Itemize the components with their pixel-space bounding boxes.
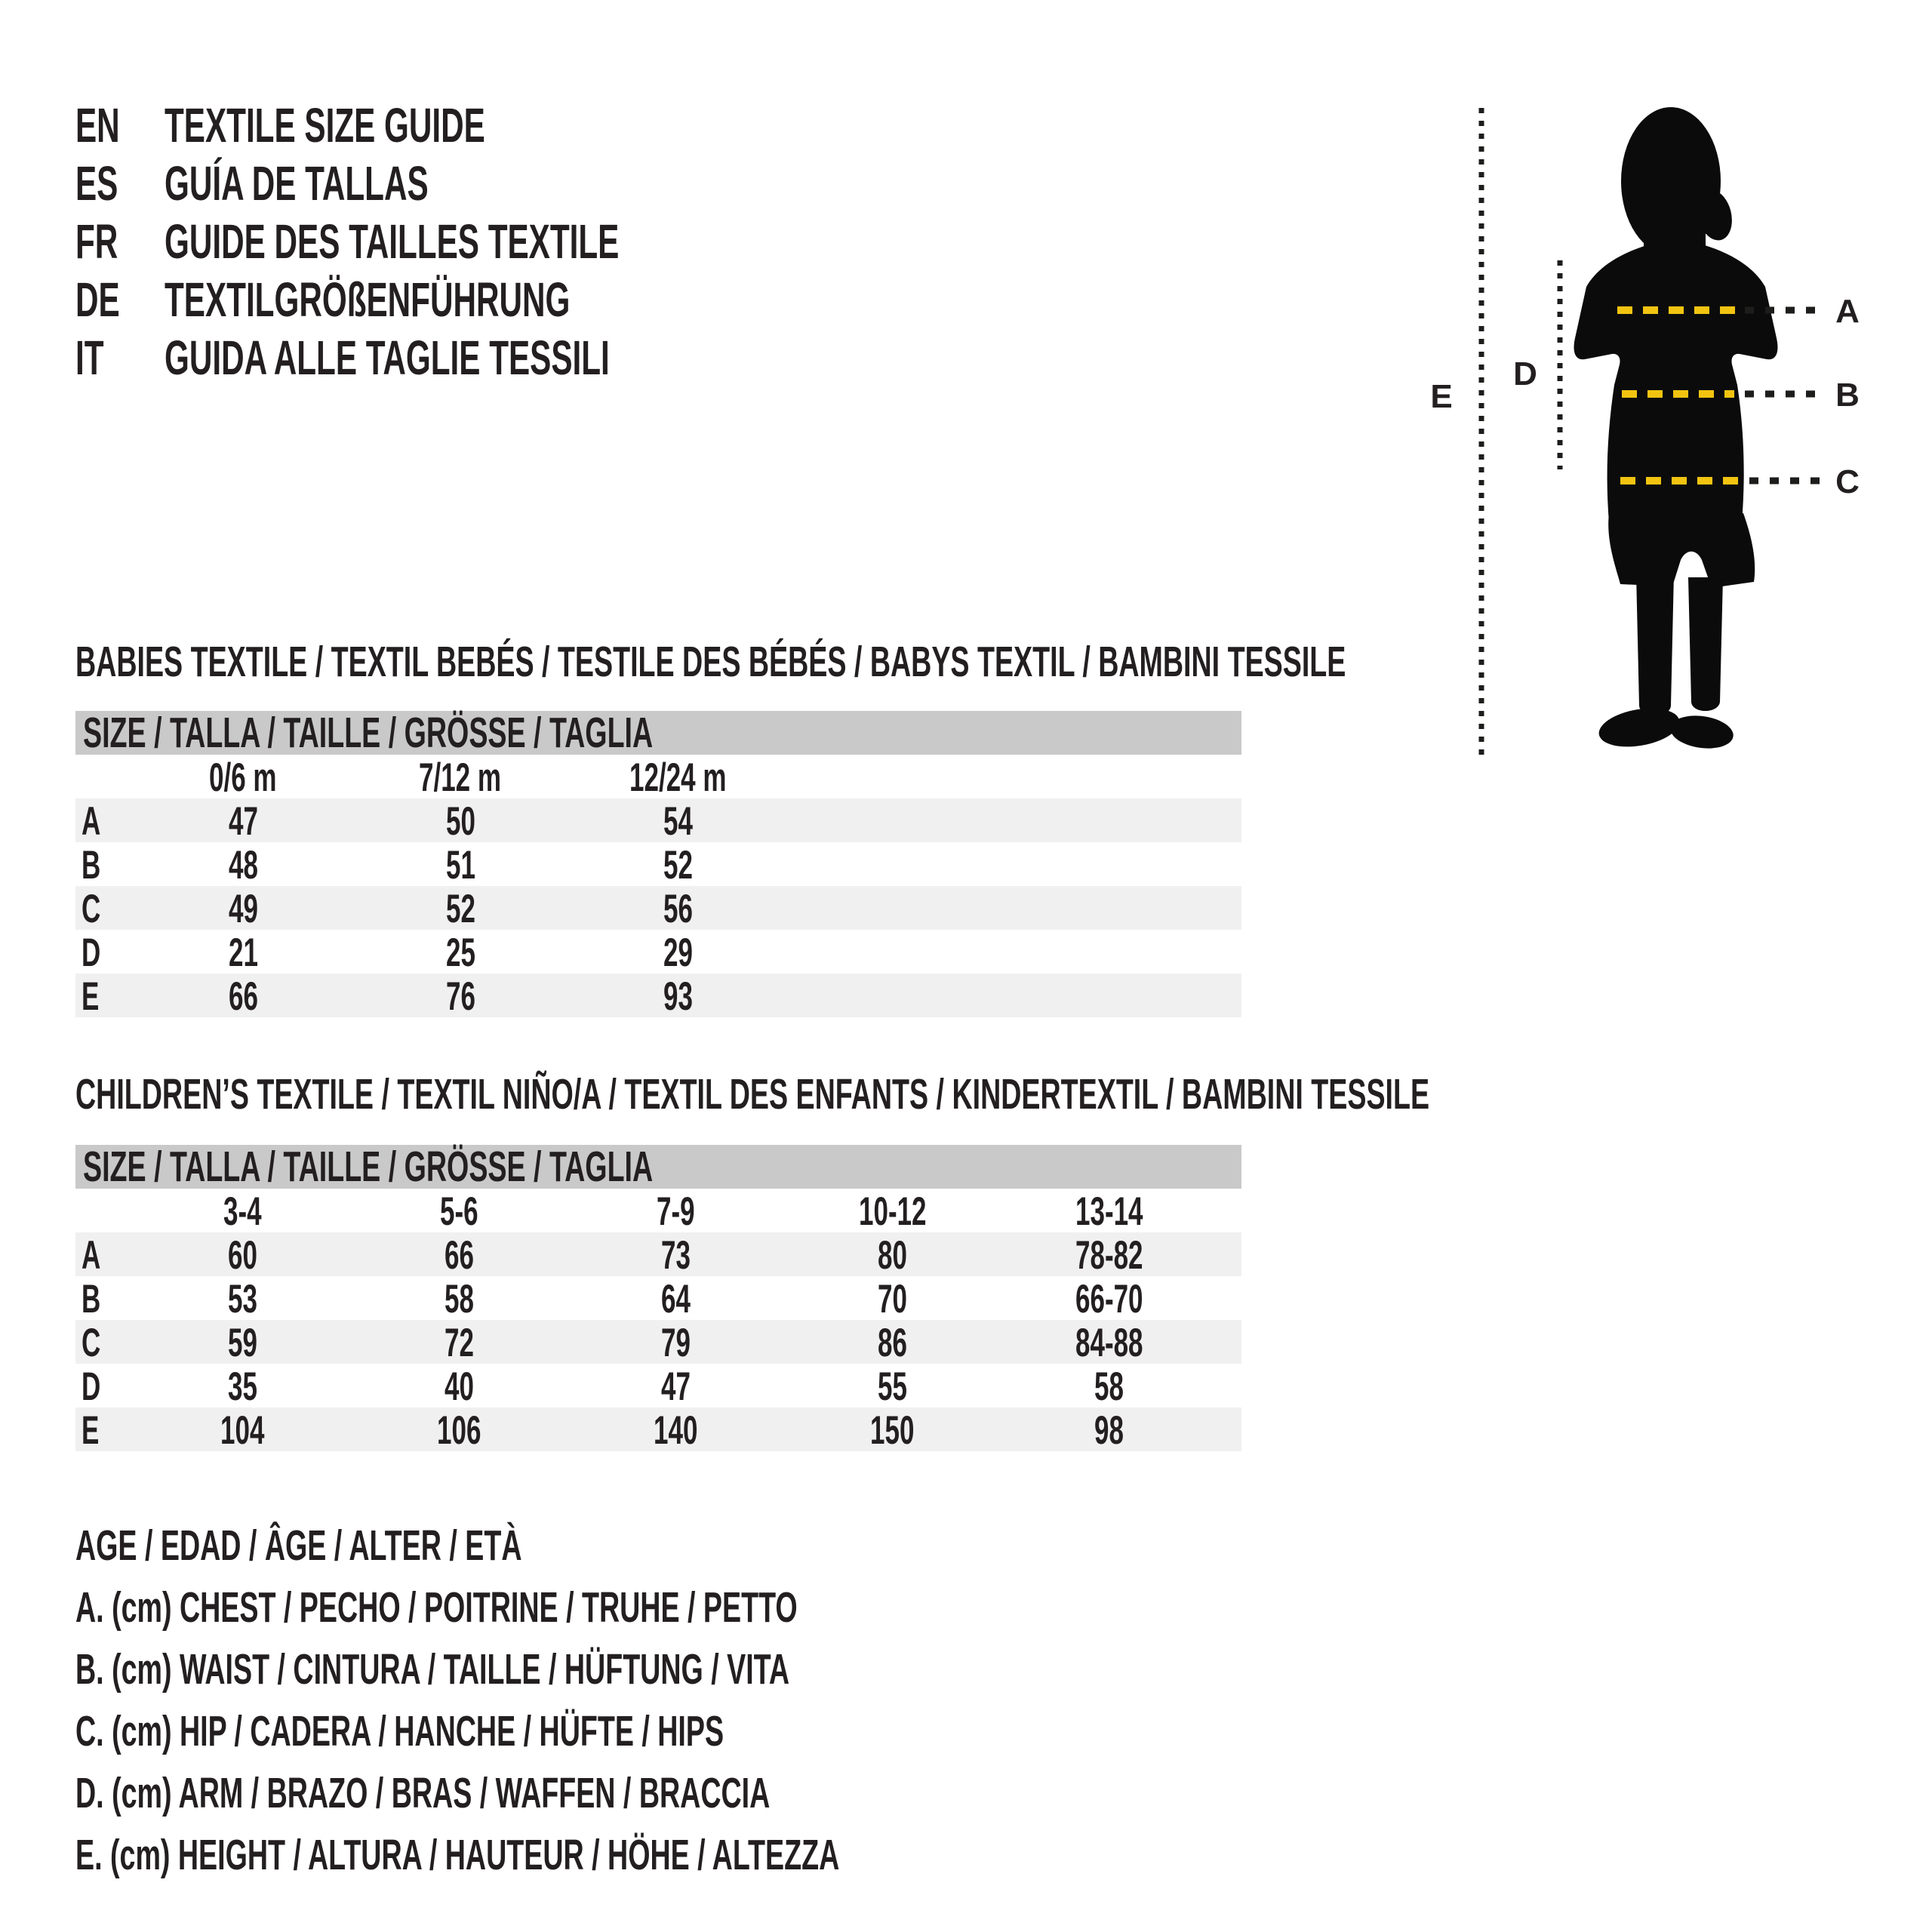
- column-header: 0/6 m: [209, 755, 277, 800]
- table-row: [75, 1232, 1241, 1276]
- language-row: [75, 328, 854, 386]
- cell: 72: [445, 1321, 474, 1365]
- cell: 56: [663, 887, 693, 931]
- language-title: GUIDE DES TAILLES TEXTILE: [165, 214, 620, 269]
- children-size-table: [75, 1145, 1241, 1451]
- cell: 150: [870, 1408, 915, 1453]
- legend-line-waist: B. (cm) WAIST / CINTURA / TAILLE / HÜFTUNG / VITA: [75, 1645, 790, 1694]
- column-header: 10-12: [858, 1189, 927, 1234]
- cell: 51: [445, 843, 475, 888]
- language-row: [75, 270, 854, 328]
- size-header-label: SIZE / TALLA / TAILLE / GRÖSSE / TAGLIA: [83, 709, 654, 757]
- cell: 140: [654, 1408, 698, 1453]
- babies-size-table: [75, 711, 1241, 1017]
- table-row: [75, 1276, 1241, 1320]
- language-title: GUÍA DE TALLAS: [165, 155, 429, 211]
- table-row: [75, 974, 1241, 1017]
- babies-size-header-bar: [75, 711, 1241, 755]
- language-code: EN: [75, 97, 120, 152]
- row-label: A: [82, 799, 101, 844]
- children-section-title: CHILDREN’S TEXTILE / TEXTIL NIÑO/A / TEXTIL DES ENFANTS / KINDERTEXTIL / BAMBINI TESSILE: [75, 1070, 1430, 1118]
- language-code: IT: [75, 330, 104, 385]
- column-header: 3-4: [223, 1189, 262, 1234]
- cell: 76: [445, 974, 475, 1019]
- cell: 50: [445, 799, 475, 844]
- cell: 93: [663, 974, 693, 1019]
- cell: 60: [228, 1233, 257, 1278]
- legend-line-height: E. (cm) HEIGHT / ALTURA / HAUTEUR / HÖHE / ALTEZZA: [75, 1831, 840, 1879]
- cell: 21: [228, 931, 258, 975]
- row-label: D: [82, 931, 101, 975]
- legend-line-hip: C. (cm) HIP / CADERA / HANCHE / HÜFTE / HIPS: [75, 1707, 724, 1755]
- cell: 58: [1094, 1364, 1124, 1409]
- cell: 66-70: [1075, 1277, 1143, 1321]
- row-label: A: [82, 1233, 101, 1278]
- legend-line-arm: D. (cm) ARM / BRAZO / BRAS / WAFFEN / BRACCIA: [75, 1769, 771, 1817]
- figure-label-b: B: [1835, 377, 1860, 414]
- figure-label-a: A: [1835, 293, 1860, 330]
- cell: 47: [228, 799, 258, 844]
- cell: 64: [661, 1277, 691, 1321]
- language-row: [75, 96, 854, 154]
- table-row: [75, 1320, 1241, 1364]
- language-title: GUIDA ALLE TAGLIE TESSILI: [165, 330, 610, 385]
- language-title-list: [75, 96, 854, 386]
- size-header-label: SIZE / TALLA / TAILLE / GRÖSSE / TAGLIA: [83, 1143, 654, 1191]
- table-row: [75, 1407, 1241, 1451]
- language-title: TEXTILGRÖßENFÜHRUNG: [165, 272, 571, 327]
- cell: 48: [228, 843, 258, 888]
- measurement-legend: [75, 1515, 1233, 1886]
- cell: 86: [878, 1321, 907, 1365]
- cell: 70: [878, 1277, 907, 1321]
- language-row: [75, 212, 854, 270]
- cell: 98: [1094, 1408, 1124, 1453]
- cell: 53: [228, 1277, 257, 1321]
- table-row: [75, 798, 1241, 842]
- cell: 66: [228, 974, 258, 1019]
- row-label: B: [82, 843, 101, 888]
- cell: 66: [445, 1233, 474, 1278]
- cell: 78-82: [1075, 1233, 1143, 1278]
- figure-label-c: C: [1835, 463, 1860, 500]
- language-code: ES: [75, 155, 118, 211]
- cell: 35: [228, 1364, 257, 1409]
- children-size-header-bar: [75, 1145, 1241, 1189]
- figure-label-e: E: [1430, 378, 1453, 415]
- cell: 52: [663, 843, 693, 888]
- cell: 54: [663, 799, 693, 844]
- row-label: C: [82, 1321, 101, 1365]
- legend-line-age: AGE / EDAD / ÂGE / ALTER / ETÀ: [75, 1521, 522, 1570]
- cell: 29: [663, 931, 693, 975]
- cell: 49: [228, 887, 258, 931]
- table-row: [75, 930, 1241, 974]
- cell: 59: [228, 1321, 257, 1365]
- cell: 40: [445, 1364, 474, 1409]
- table-row: [75, 842, 1241, 886]
- language-code: DE: [75, 272, 120, 327]
- language-title: TEXTILE SIZE GUIDE: [165, 97, 485, 152]
- column-header: 7-9: [657, 1189, 695, 1234]
- column-header: 7/12 m: [419, 755, 502, 800]
- row-label: E: [82, 1408, 100, 1453]
- cell: 52: [445, 887, 475, 931]
- cell: 55: [878, 1364, 907, 1409]
- legend-line-chest: A. (cm) CHEST / PECHO / POITRINE / TRUHE / PETTO: [75, 1583, 798, 1632]
- row-label: B: [82, 1277, 101, 1321]
- children-column-header-row: [75, 1189, 1241, 1232]
- cell: 80: [878, 1233, 907, 1278]
- column-header: 13-14: [1075, 1189, 1143, 1234]
- row-label: E: [82, 974, 100, 1019]
- language-code: FR: [75, 214, 118, 269]
- cell: 58: [445, 1277, 474, 1321]
- cell: 104: [220, 1408, 265, 1453]
- cell: 73: [661, 1233, 691, 1278]
- cell: 25: [445, 931, 475, 975]
- babies-column-header-row: [75, 755, 1241, 798]
- row-label: D: [82, 1364, 101, 1409]
- cell: 79: [661, 1321, 691, 1365]
- cell: 47: [661, 1364, 691, 1409]
- cell: 84-88: [1075, 1321, 1143, 1365]
- column-header: 5-6: [440, 1189, 478, 1234]
- language-row: [75, 154, 854, 212]
- table-row: [75, 886, 1241, 930]
- babies-section-title: BABIES TEXTILE / TEXTIL BEBÉS / TESTILE DES BÉBÉS / BABYS TEXTIL / BAMBINI TESSILE: [75, 638, 1346, 686]
- cell: 106: [437, 1408, 481, 1453]
- column-header: 12/24 m: [629, 755, 727, 800]
- row-label: C: [82, 887, 101, 931]
- figure-label-d: D: [1513, 355, 1537, 392]
- table-row: [75, 1364, 1241, 1407]
